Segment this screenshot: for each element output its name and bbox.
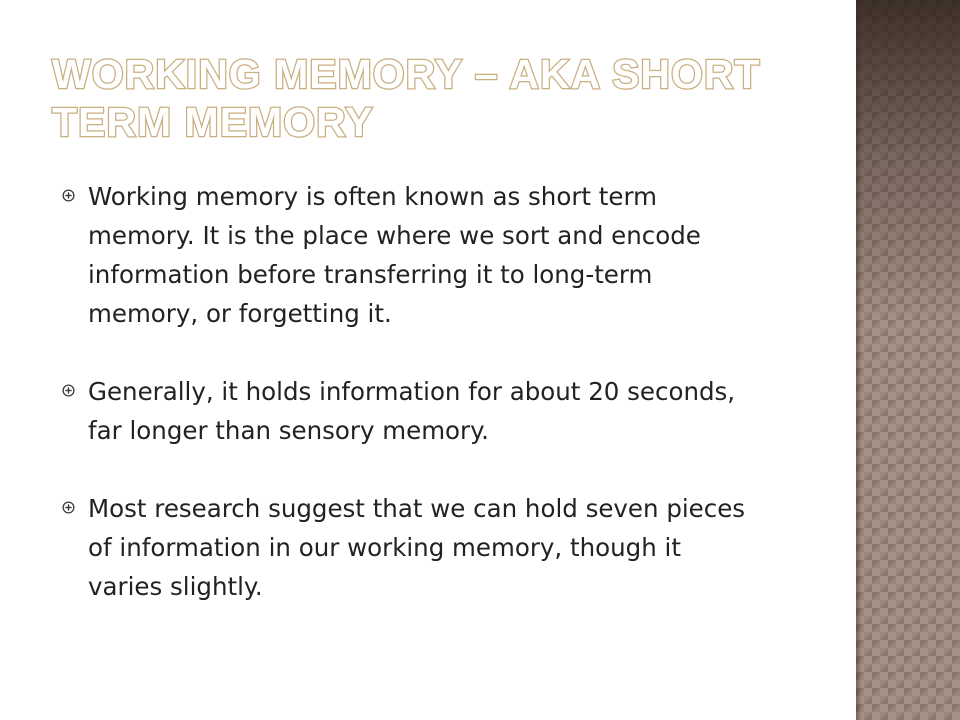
circled-plus-icon: [62, 501, 75, 514]
bullet-text: Most research suggest that we can hold seven pieces of information in our working memory, though it varies slightly.: [88, 494, 746, 601]
bullet-list: [62, 177, 762, 606]
list-item: [62, 372, 762, 450]
bullet-text: Working memory is often known as short term memory. It is the place where we sort and encode information before transferring it to long-term memory, or forgetting it.: [88, 182, 701, 328]
list-item: [62, 177, 762, 333]
bullet-text: Generally, it holds information for about 20 seconds, far longer than sensory memory.: [88, 377, 736, 445]
list-item: [62, 489, 762, 606]
side-panel-edge: [856, 0, 862, 720]
circled-plus-icon: [62, 384, 75, 397]
slide-title: WORKING MEMORY – AKA SHORT TERM MEMORY: [52, 51, 761, 145]
decorative-side-panel: [856, 0, 960, 720]
circled-plus-icon: [62, 189, 75, 202]
